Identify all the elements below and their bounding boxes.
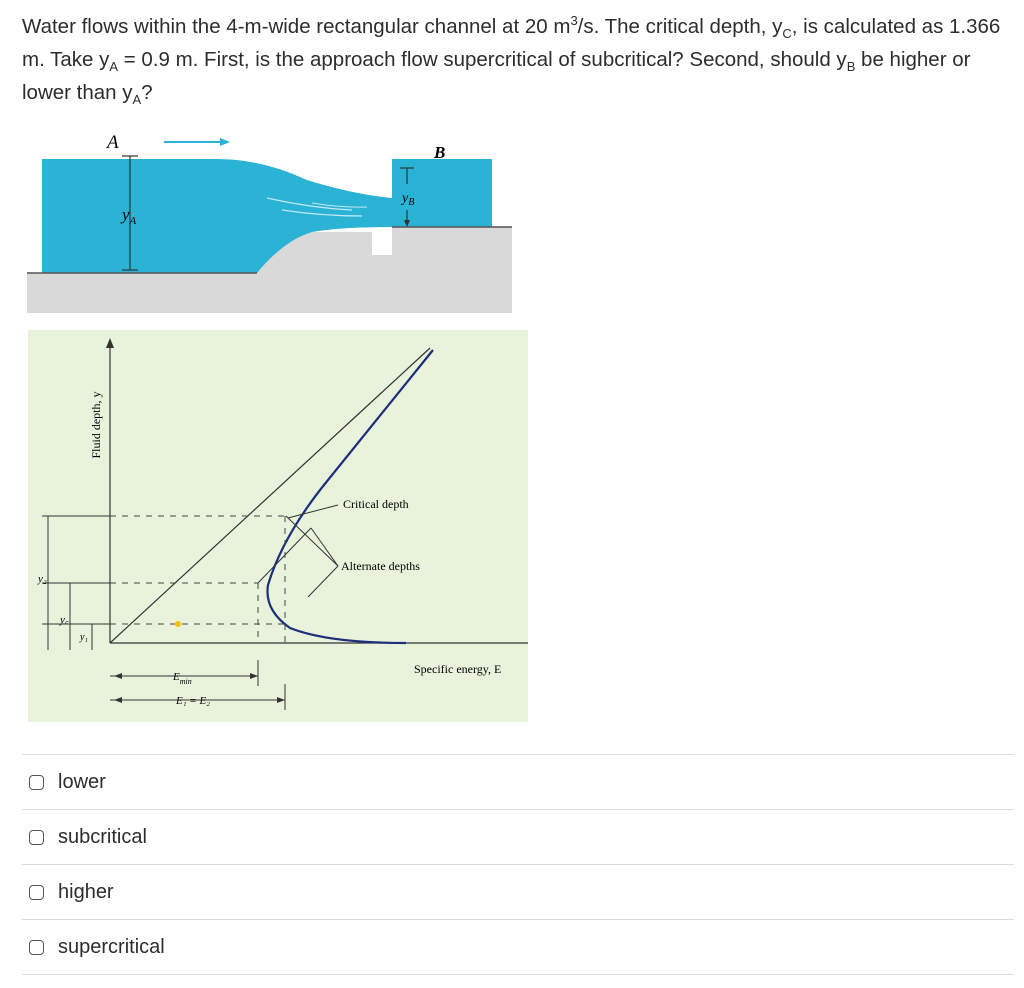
x-axis-label: Specific energy, E xyxy=(414,662,502,676)
channel-figure xyxy=(22,128,522,313)
critical-depth-label: Critical depth xyxy=(343,497,409,511)
label-e1e2: E₁ = E₂ xyxy=(176,695,211,707)
option-label: subcritical xyxy=(58,825,147,848)
label-yb: $y_B$ xyxy=(402,191,415,208)
question-text: Water flows within the 4-m-wide rectangular channel at 20 $m^3/s$. The critical depth, $y_C$, is calculated as 1.366 m. Take $y_A = 0.9$ m. First, is the approach flow supercritical of subcritical? Second, should $y_B$ be higher or lower than $y_A$? xyxy=(22,13,1001,108)
alternate-depths-label: Alternate depths xyxy=(341,559,420,573)
label-y1: y₁ xyxy=(80,632,88,643)
radio-higher[interactable] xyxy=(29,885,44,900)
radio-lower[interactable] xyxy=(29,775,44,790)
label-yc: y꜀ xyxy=(60,614,69,626)
label-y2: y₂ xyxy=(38,573,47,585)
specific-energy-diagram xyxy=(28,330,528,722)
label-a: A xyxy=(107,132,119,153)
y-axis-label: Fluid depth, y xyxy=(89,391,103,459)
radio-supercritical[interactable] xyxy=(29,940,44,955)
radio-subcritical[interactable] xyxy=(29,830,44,845)
option-lower[interactable] xyxy=(22,754,1014,809)
option-label: lower xyxy=(58,770,106,793)
option-label: supercritical xyxy=(58,935,165,958)
option-subcritical[interactable] xyxy=(22,809,1014,864)
label-ya: $y_A$ xyxy=(122,205,137,227)
critical-point-marker xyxy=(175,621,181,627)
label-b: B xyxy=(434,143,446,162)
label-emin: $E_{min}$ xyxy=(173,671,192,686)
option-supercritical[interactable] xyxy=(22,919,1014,975)
option-label: higher xyxy=(58,880,114,903)
answer-options xyxy=(22,754,1014,975)
option-higher[interactable] xyxy=(22,864,1014,919)
